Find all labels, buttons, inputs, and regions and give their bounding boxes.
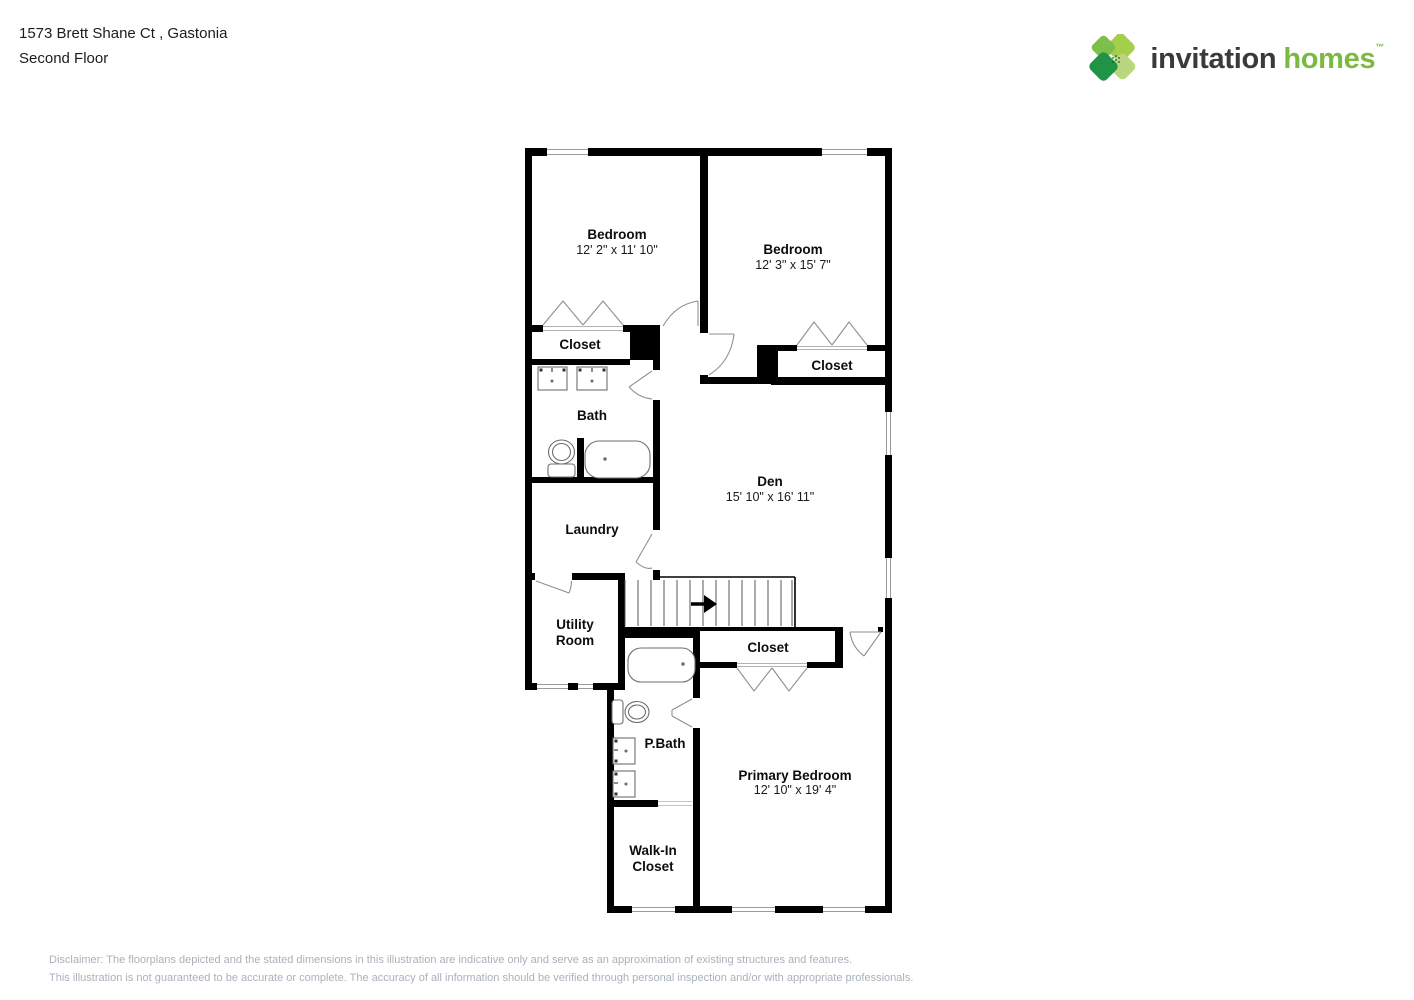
room-dims-bedroom-right: 12' 3" x 15' 7"	[755, 258, 831, 272]
primary-bath-tub	[628, 648, 695, 682]
stairs-direction-arrow-icon	[691, 595, 717, 613]
window	[732, 906, 775, 913]
room-dims-primary-bedroom: 12' 10" x 19' 4"	[753, 783, 837, 797]
primary-bath-toilet	[612, 700, 649, 724]
staircase	[625, 577, 795, 627]
door-swing	[536, 581, 572, 593]
door-swing	[629, 371, 652, 399]
invitation-homes-logo	[1089, 34, 1384, 84]
window	[578, 683, 593, 690]
room-label-utility-line2: Room	[555, 633, 595, 648]
logo-word-homes: homes	[1283, 43, 1376, 75]
disclaimer-line1: Disclaimer: The floorplans depicted and the stated dimensions in this illustration are indicative only and serve as an approximation of existing structures and features.	[49, 954, 853, 966]
window	[537, 683, 568, 690]
window	[885, 558, 892, 598]
room-label-closet-primary: Closet	[747, 640, 789, 655]
room-label-walkin-line1: Walk-In	[629, 843, 677, 858]
primary-bath-sink	[613, 738, 635, 764]
window	[632, 906, 675, 913]
bifold-door	[797, 322, 867, 350]
room-label-den: Den	[757, 474, 783, 489]
bifold-door	[543, 301, 623, 331]
window	[885, 412, 892, 455]
room-dims-bedroom-left: 12' 2" x 11' 10"	[576, 243, 658, 257]
room-label-pbath: P.Bath	[644, 736, 686, 751]
room-label-primary-bedroom: Primary Bedroom	[738, 768, 852, 783]
fixtures	[538, 367, 695, 797]
logo-wordmark	[1150, 42, 1384, 76]
window	[547, 148, 588, 156]
window	[823, 906, 865, 913]
logo-trademark: ™	[1375, 42, 1384, 52]
door-swing	[709, 334, 734, 375]
logo-word-invitation: invitation	[1150, 43, 1277, 75]
room-label-walkin-line2: Closet	[632, 859, 674, 874]
door-swing	[663, 301, 698, 326]
bifold-door	[737, 664, 807, 692]
disclaimer-block	[49, 951, 913, 987]
bath-toilet	[548, 440, 575, 477]
primary-bath-sink	[613, 771, 635, 797]
room-label-closet-left: Closet	[559, 337, 601, 352]
door-swing	[672, 699, 692, 727]
room-label-bedroom-right: Bedroom	[763, 242, 823, 257]
room-label-closet-right: Closet	[811, 358, 853, 373]
door-swing	[850, 632, 881, 656]
room-label-bedroom-left: Bedroom	[587, 227, 647, 242]
logo-pinwheel-icon	[1089, 34, 1139, 84]
bath-sink	[577, 367, 607, 390]
floor-label: Second Floor	[19, 50, 109, 67]
bath-tub	[585, 441, 650, 478]
room-label-laundry: Laundry	[565, 522, 619, 537]
floorplan-drawing	[500, 130, 910, 930]
window	[822, 148, 867, 156]
doorway-opening	[658, 802, 692, 806]
room-label-bath: Bath	[577, 408, 607, 423]
header-address-block	[19, 21, 227, 71]
room-label-utility-line1: Utility	[556, 617, 594, 632]
disclaimer-line2: This illustration is not guaranteed to be accurate or complete. The accuracy of all information should be verified through personal inspection and/or with appropriate professionals.	[49, 972, 914, 984]
room-dims-den: 15' 10" x 16' 11"	[725, 490, 815, 504]
door-swing	[636, 534, 652, 568]
property-address: 1573 Brett Shane Ct , Gastonia	[19, 25, 228, 42]
bath-sink	[538, 367, 567, 390]
